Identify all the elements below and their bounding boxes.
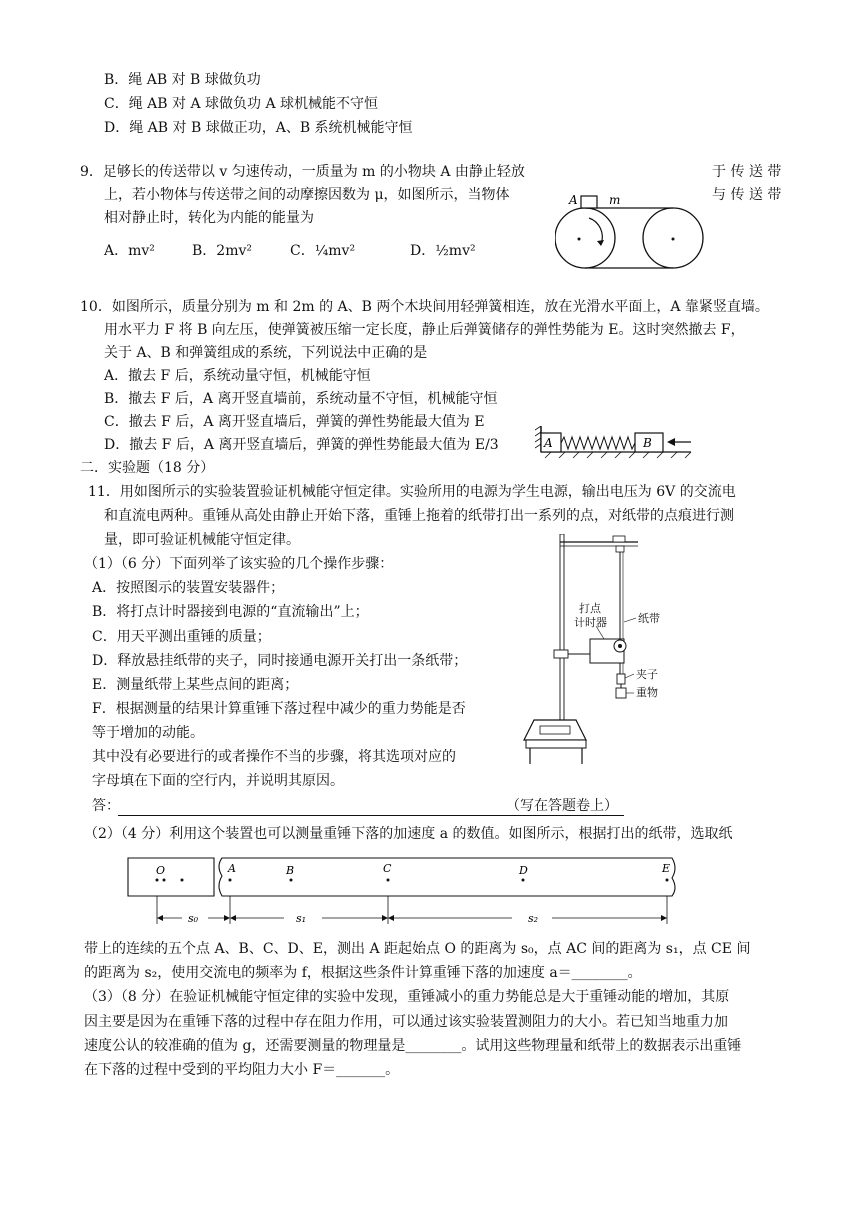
q9-stem-right-1: 于 传 送 带 [712, 164, 782, 180]
tape-left-segment [128, 858, 214, 896]
q10-option-d: D．撤去 F 后，A 离开竖直墙后，弹簧的弹性势能最大值为 E/3 [104, 437, 499, 453]
spring-figure [535, 426, 695, 462]
label-a: A [569, 193, 578, 207]
q11-step-a: A．按照图示的装置安装器件； [92, 580, 285, 596]
q11-intro-line-2: 和直流电两种。重锤从高处由静止开始下落，重锤上拖着的纸带打出一系列的点，对纸带的点痕进行测 [104, 508, 734, 524]
q11-step-e: E．测量纸带上某些点间的距离； [92, 677, 299, 693]
q11-part2-line-2: 的距离为 s₂，使用交流电的频率为 f，根据这些条件计算重锤下落的加速度 a＝________。 [84, 965, 642, 981]
q11-part3-line-3: 速度公认的较准确的值为 g，还需要测量的物理量是________。试用这些物理量和纸带上的数据表示出重锤 [84, 1038, 742, 1054]
q10-option-c: C．撤去 F 后，A 离开竖直墙后，弹簧的弹性势能最大值为 E [104, 414, 485, 430]
q9-option-d: D．½mv² [410, 243, 476, 259]
point-a: A [228, 862, 236, 875]
q9-option-a: A．mv² [104, 243, 155, 259]
q8-option-d: D．绳 AB 对 B 球做正功，A、B 系统机械能守恒 [104, 120, 413, 136]
q9-stem-right-2: 与 传 送 带 [712, 187, 782, 203]
q10-stem-line-2: 用水平力 F 将 B 向左压，使弹簧被压缩一定长度，静止后弹簧储存的弹性势能为 E。这时突然撤去 F， [104, 322, 745, 338]
apparatus-figure [520, 534, 655, 764]
q9-option-c: C．¼mv² [290, 243, 356, 259]
conveyor-belt-figure [555, 190, 715, 270]
q11-step-b: B．将打点计时器接到电源的“直流输出”上； [92, 604, 369, 620]
q9-stem-line-1: 9．足够长的传送带以 v 匀速传动，一质量为 m 的小物块 A 由静止轻放 [80, 164, 525, 180]
answer-label: 答： [92, 798, 120, 814]
answer-note: （写在答题卷上） [506, 798, 618, 814]
q11-step-d: D．释放悬挂纸带的夹子，同时接通电源开关打出一条纸带； [92, 653, 468, 669]
dim-s0: s₀ [188, 912, 199, 925]
q11-part3-line-4: 在下落的过程中受到的平均阻力大小 F＝_______。 [84, 1062, 400, 1078]
q10-option-b: B．撤去 F 后，A 离开竖直墙前，系统动量不守恒，机械能守恒 [104, 391, 498, 407]
q11-step-f-cont: 等于增加的动能。 [92, 725, 204, 741]
block-a [581, 196, 597, 208]
q11-part2-line-1: 带上的连续的五个点 A、B、C、D、E，测出 A 距起始点 O 的距离为 s₀，点 AC 间的距离为 s₁，点 CE 间 [84, 941, 751, 957]
timer-label-2: 计时器 [574, 616, 607, 629]
point-d: D [519, 864, 528, 877]
spring [561, 437, 635, 449]
stand-rod [560, 534, 564, 738]
q9-stem-line-2: 上，若小物体与传送带之间的动摩擦因数为 μ，如图所示，当物体 [104, 187, 510, 203]
q11-part2-title: （2）（4 分）利用这个装置也可以测量重锤下落的加速度 a 的数值。如图所示，根据打出的纸带，选取纸 [84, 826, 733, 842]
rotation-arrow [589, 218, 602, 244]
weight [616, 688, 626, 698]
tape-label: 纸带 [638, 612, 660, 625]
q11-step-c: C．用天平测出重锤的质量； [92, 629, 271, 645]
q11-intro-line-1: 11．用如图所示的实验装置验证机械能守恒定律。实验所用的电源为学生电源，输出电压为 6V 的交流电 [88, 484, 736, 500]
q9-stem-line-3: 相对静止时，转化为内能的能量为 [104, 210, 314, 226]
q11-part3-line-2: 因主要是因为在重锤下落的过程中存在阻力作用，可以通过该实验装置测阻力的大小。若已知当地重力加 [84, 1014, 728, 1030]
point-e: E [662, 862, 671, 875]
q11-instruction-2: 字母填在下面的空行内，并说明其原因。 [92, 773, 344, 789]
q10-stem-line-3: 关于 A、B 和弹簧组成的系统，下列说法中正确的是 [104, 345, 428, 361]
q9-option-b: B．2mv² [192, 243, 252, 259]
dim-s1: s₁ [296, 912, 307, 925]
label-a: A [544, 436, 553, 450]
point-o: O [156, 864, 166, 877]
timer-label-1: 打点 [579, 602, 601, 615]
point-c: C [383, 862, 392, 875]
left-pulley [555, 208, 615, 268]
paper-tape-figure [124, 852, 684, 928]
clip [617, 674, 625, 684]
q8-option-c: C．绳 AB 对 A 球做负功 A 球机械能不守恒 [104, 96, 379, 112]
dim-s2: s₂ [528, 912, 539, 925]
q10-option-a: A．撤去 F 后，系统动量守恒，机械能守恒 [104, 368, 371, 384]
label-m: m [609, 193, 621, 207]
q11-instruction-1: 其中没有必要进行的或者操作不当的步骤，将其选项对应的 [92, 749, 456, 765]
q11-part1-title: （1）（6 分）下面列举了该实验的几个操作步骤： [84, 556, 394, 572]
q10-stem-line-1: 10．如图所示，质量分别为 m 和 2m 的 A、B 两个木块间用轻弹簧相连，放在光滑水平面上，A 靠紧竖直墙。 [80, 299, 769, 315]
clip-label: 夹子 [636, 668, 658, 681]
label-b: B [643, 436, 652, 450]
section-title: 二．实验题（18 分） [80, 460, 215, 476]
q11-intro-line-3: 量，即可验证机械能守恒定律。 [104, 532, 300, 548]
q11-step-f: F．根据测量的结果计算重锤下落过程中减少的重力势能是否 [92, 701, 466, 717]
point-b: B [286, 864, 295, 877]
q8-option-b: B．绳 AB 对 B 球做负功 [104, 72, 261, 88]
q11-part3-line-1: （3）（8 分）在验证机械能守恒定律的实验中发现，重锤减小的重力势能总是大于重锤动能的增加，其原 [84, 989, 730, 1005]
weight-label: 重物 [636, 686, 658, 699]
